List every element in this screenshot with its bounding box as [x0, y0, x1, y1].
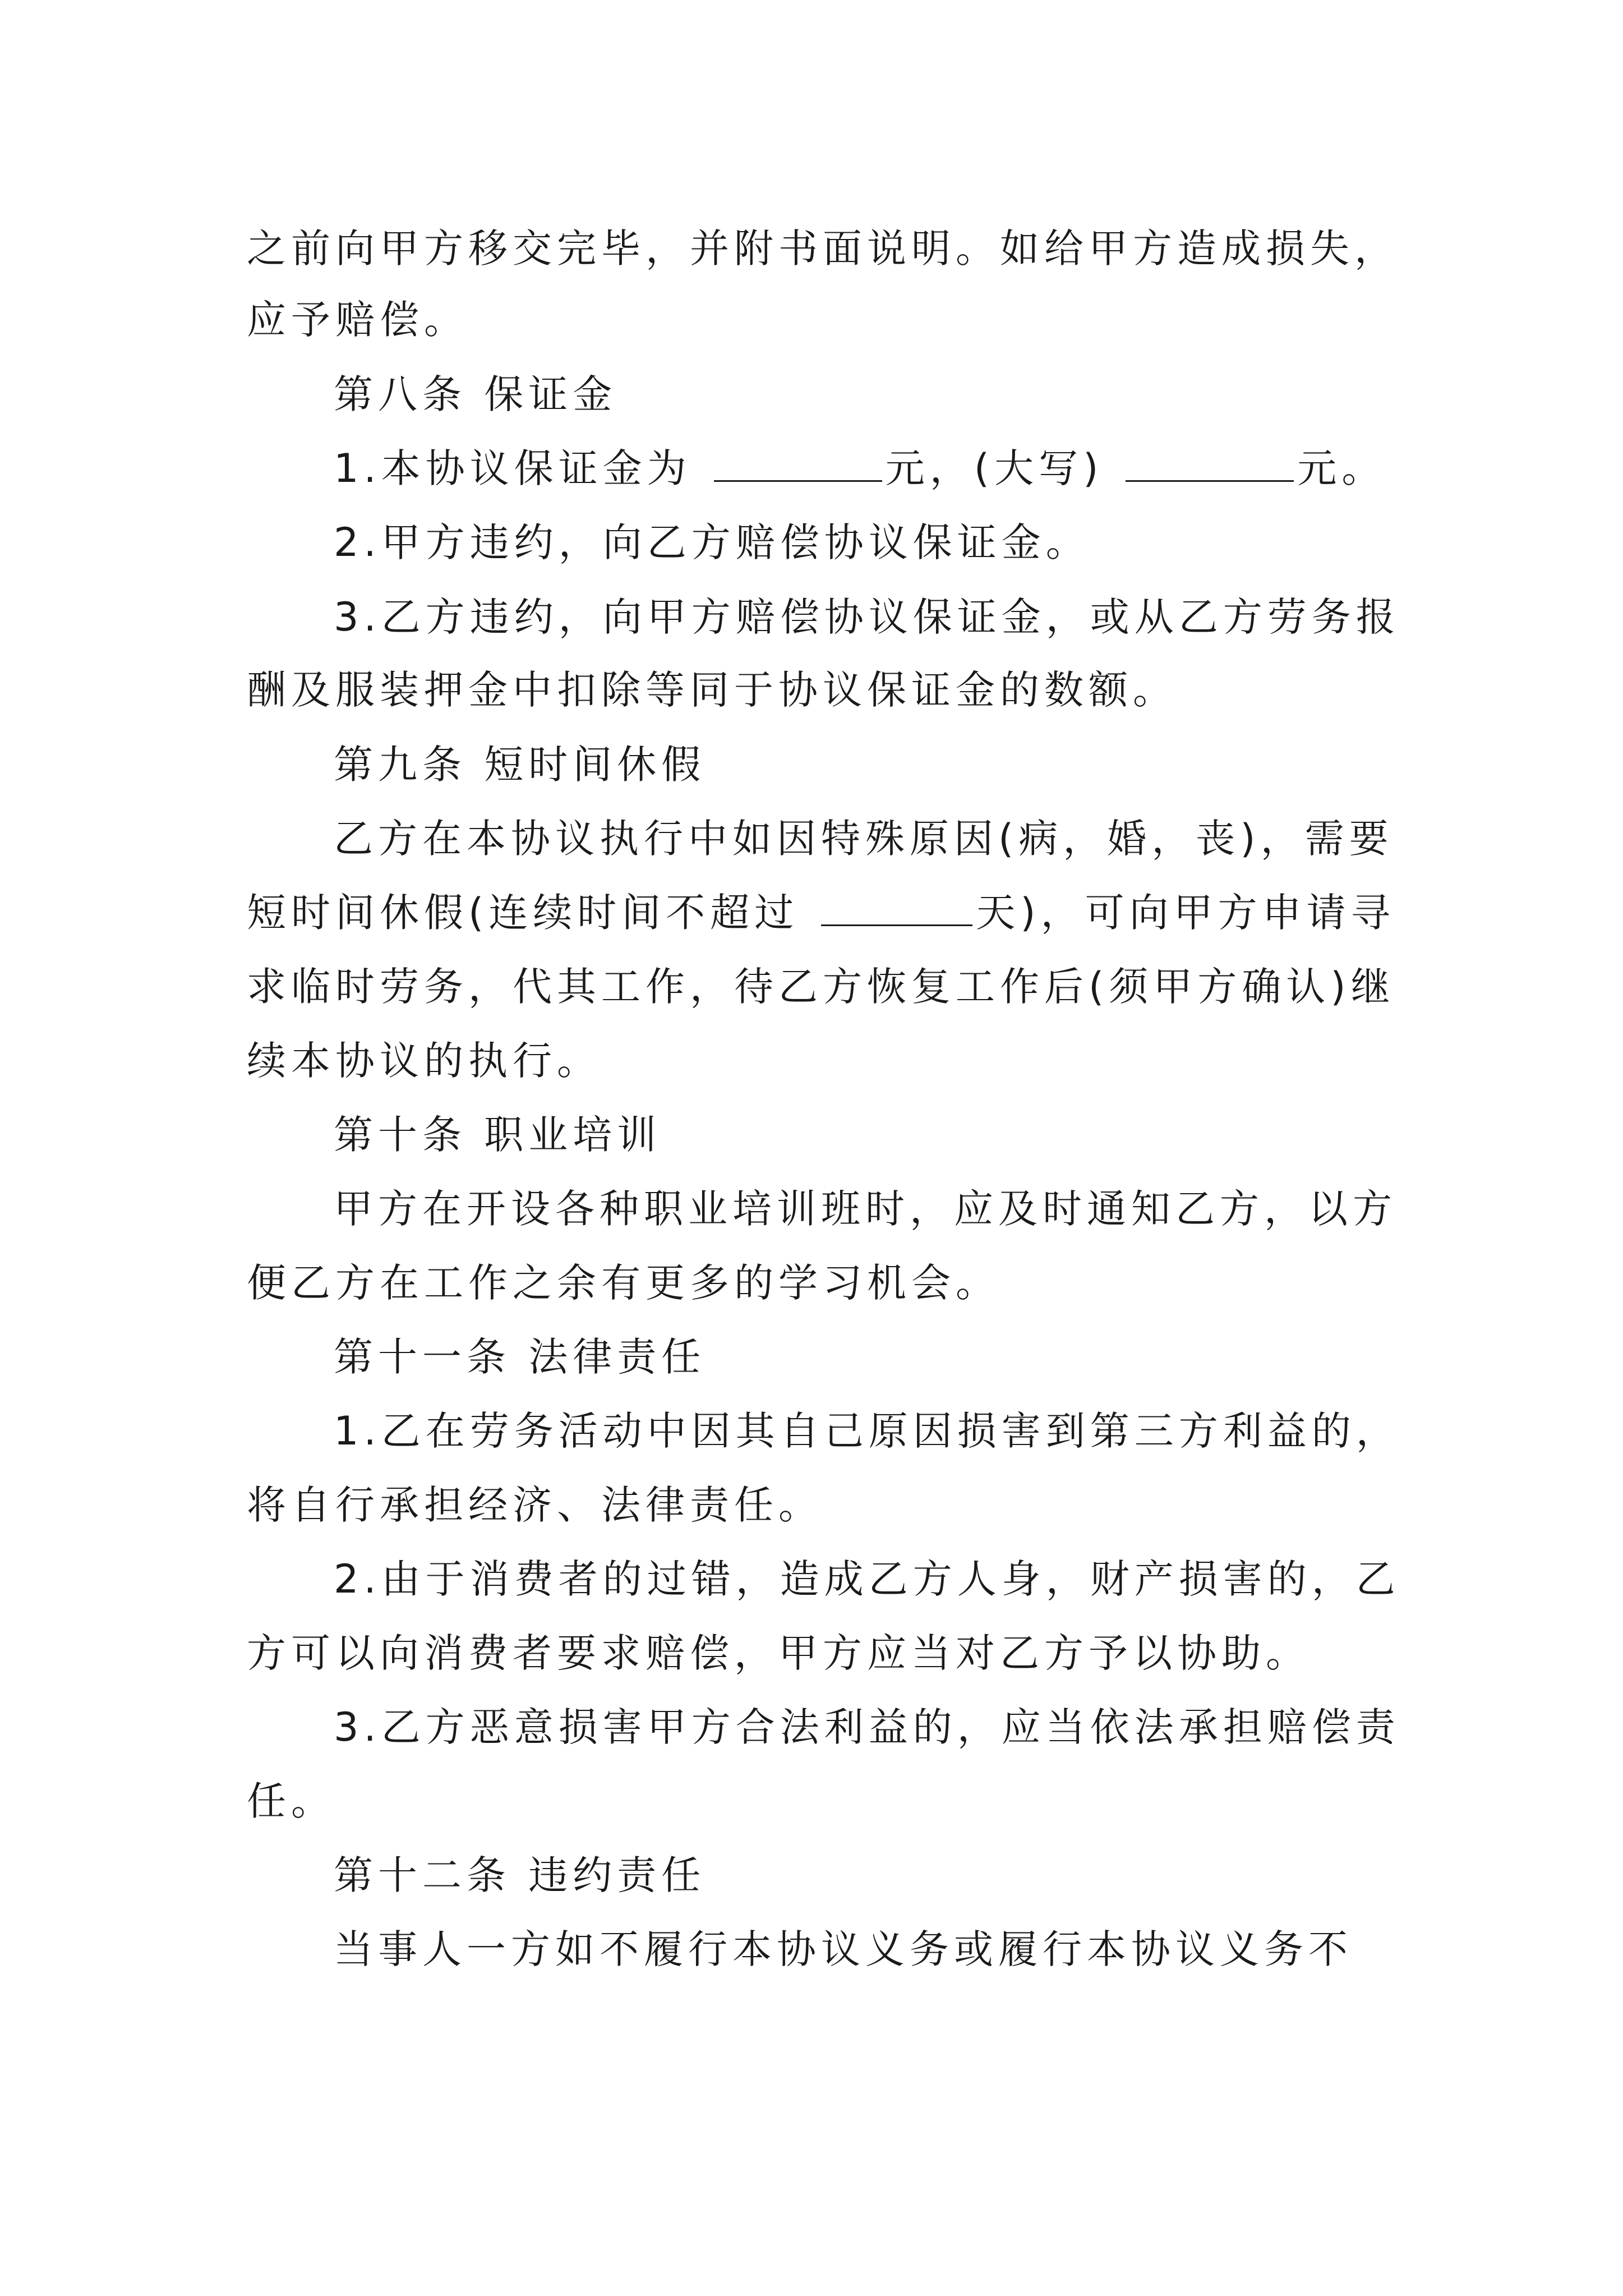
deposit-text-end: 元。	[1297, 445, 1386, 491]
deposit-amount-line	[334, 443, 1386, 494]
leave-text-end: 天)，可向甲方申请寻	[976, 890, 1395, 936]
paragraph-line: 乙方在本协议执行中如因特殊原因(病，婚，丧)，需要	[334, 816, 1394, 862]
deposit-amount-blank	[714, 445, 882, 482]
paragraph-line: 甲方在开设各种职业培训班时，应及时通知乙方，以方	[334, 1186, 1397, 1232]
article-heading: 第十二条 违约责任	[334, 1852, 706, 1898]
list-item: 2.甲方违约，向乙方赔偿协议保证金。	[334, 519, 1090, 565]
article-heading: 第八条 保证金	[334, 371, 617, 417]
paragraph-line: 方可以向消费者要求赔偿，甲方应当对乙方予以协助。	[247, 1630, 1310, 1676]
paragraph-line: 便乙方在工作之余有更多的学习机会。	[247, 1260, 1000, 1306]
paragraph-line: 酬及服装押金中扣除等同于协议保证金的数额。	[247, 667, 1177, 713]
list-item: 1.乙在劳务活动中因其自己原因损害到第三方利益的，	[334, 1408, 1400, 1454]
deposit-amount-uppercase-blank	[1126, 445, 1294, 482]
paragraph-line: 当事人一方如不履行本协议义务或履行本协议义务不	[334, 1926, 1353, 1972]
list-item: 3.乙方违约，向甲方赔偿协议保证金，或从乙方劳务报	[334, 594, 1400, 640]
paragraph-line: 应予赔偿。	[247, 297, 468, 343]
deposit-text-start: 1.本协议保证金为	[334, 445, 691, 491]
list-item: 2.由于消费者的过错，造成乙方人身，财产损害的，乙	[334, 1556, 1400, 1602]
article-heading: 第九条 短时间休假	[334, 742, 706, 788]
paragraph-line: 任。	[247, 1778, 335, 1824]
leave-days-line	[247, 887, 1395, 938]
paragraph-line: 续本协议的执行。	[247, 1038, 601, 1084]
leave-days-blank	[821, 890, 972, 926]
paragraph-line: 求临时劳务，代其工作，待乙方恢复工作后(须甲方确认)继	[247, 964, 1395, 1010]
leave-text-start: 短时间休假(连续时间不超过	[247, 890, 799, 936]
article-heading: 第十条 职业培训	[334, 1112, 662, 1158]
paragraph-line: 将自行承担经济、法律责任。	[247, 1482, 823, 1528]
article-heading: 第十一条 法律责任	[334, 1334, 706, 1380]
list-item: 3.乙方恶意损害甲方合法利益的，应当依法承担赔偿责	[334, 1704, 1400, 1750]
paragraph-line: 之前向甲方移交完毕，并附书面说明。如给甲方造成损失，	[247, 226, 1399, 272]
deposit-text-middle: 元，(大写)	[885, 445, 1104, 491]
